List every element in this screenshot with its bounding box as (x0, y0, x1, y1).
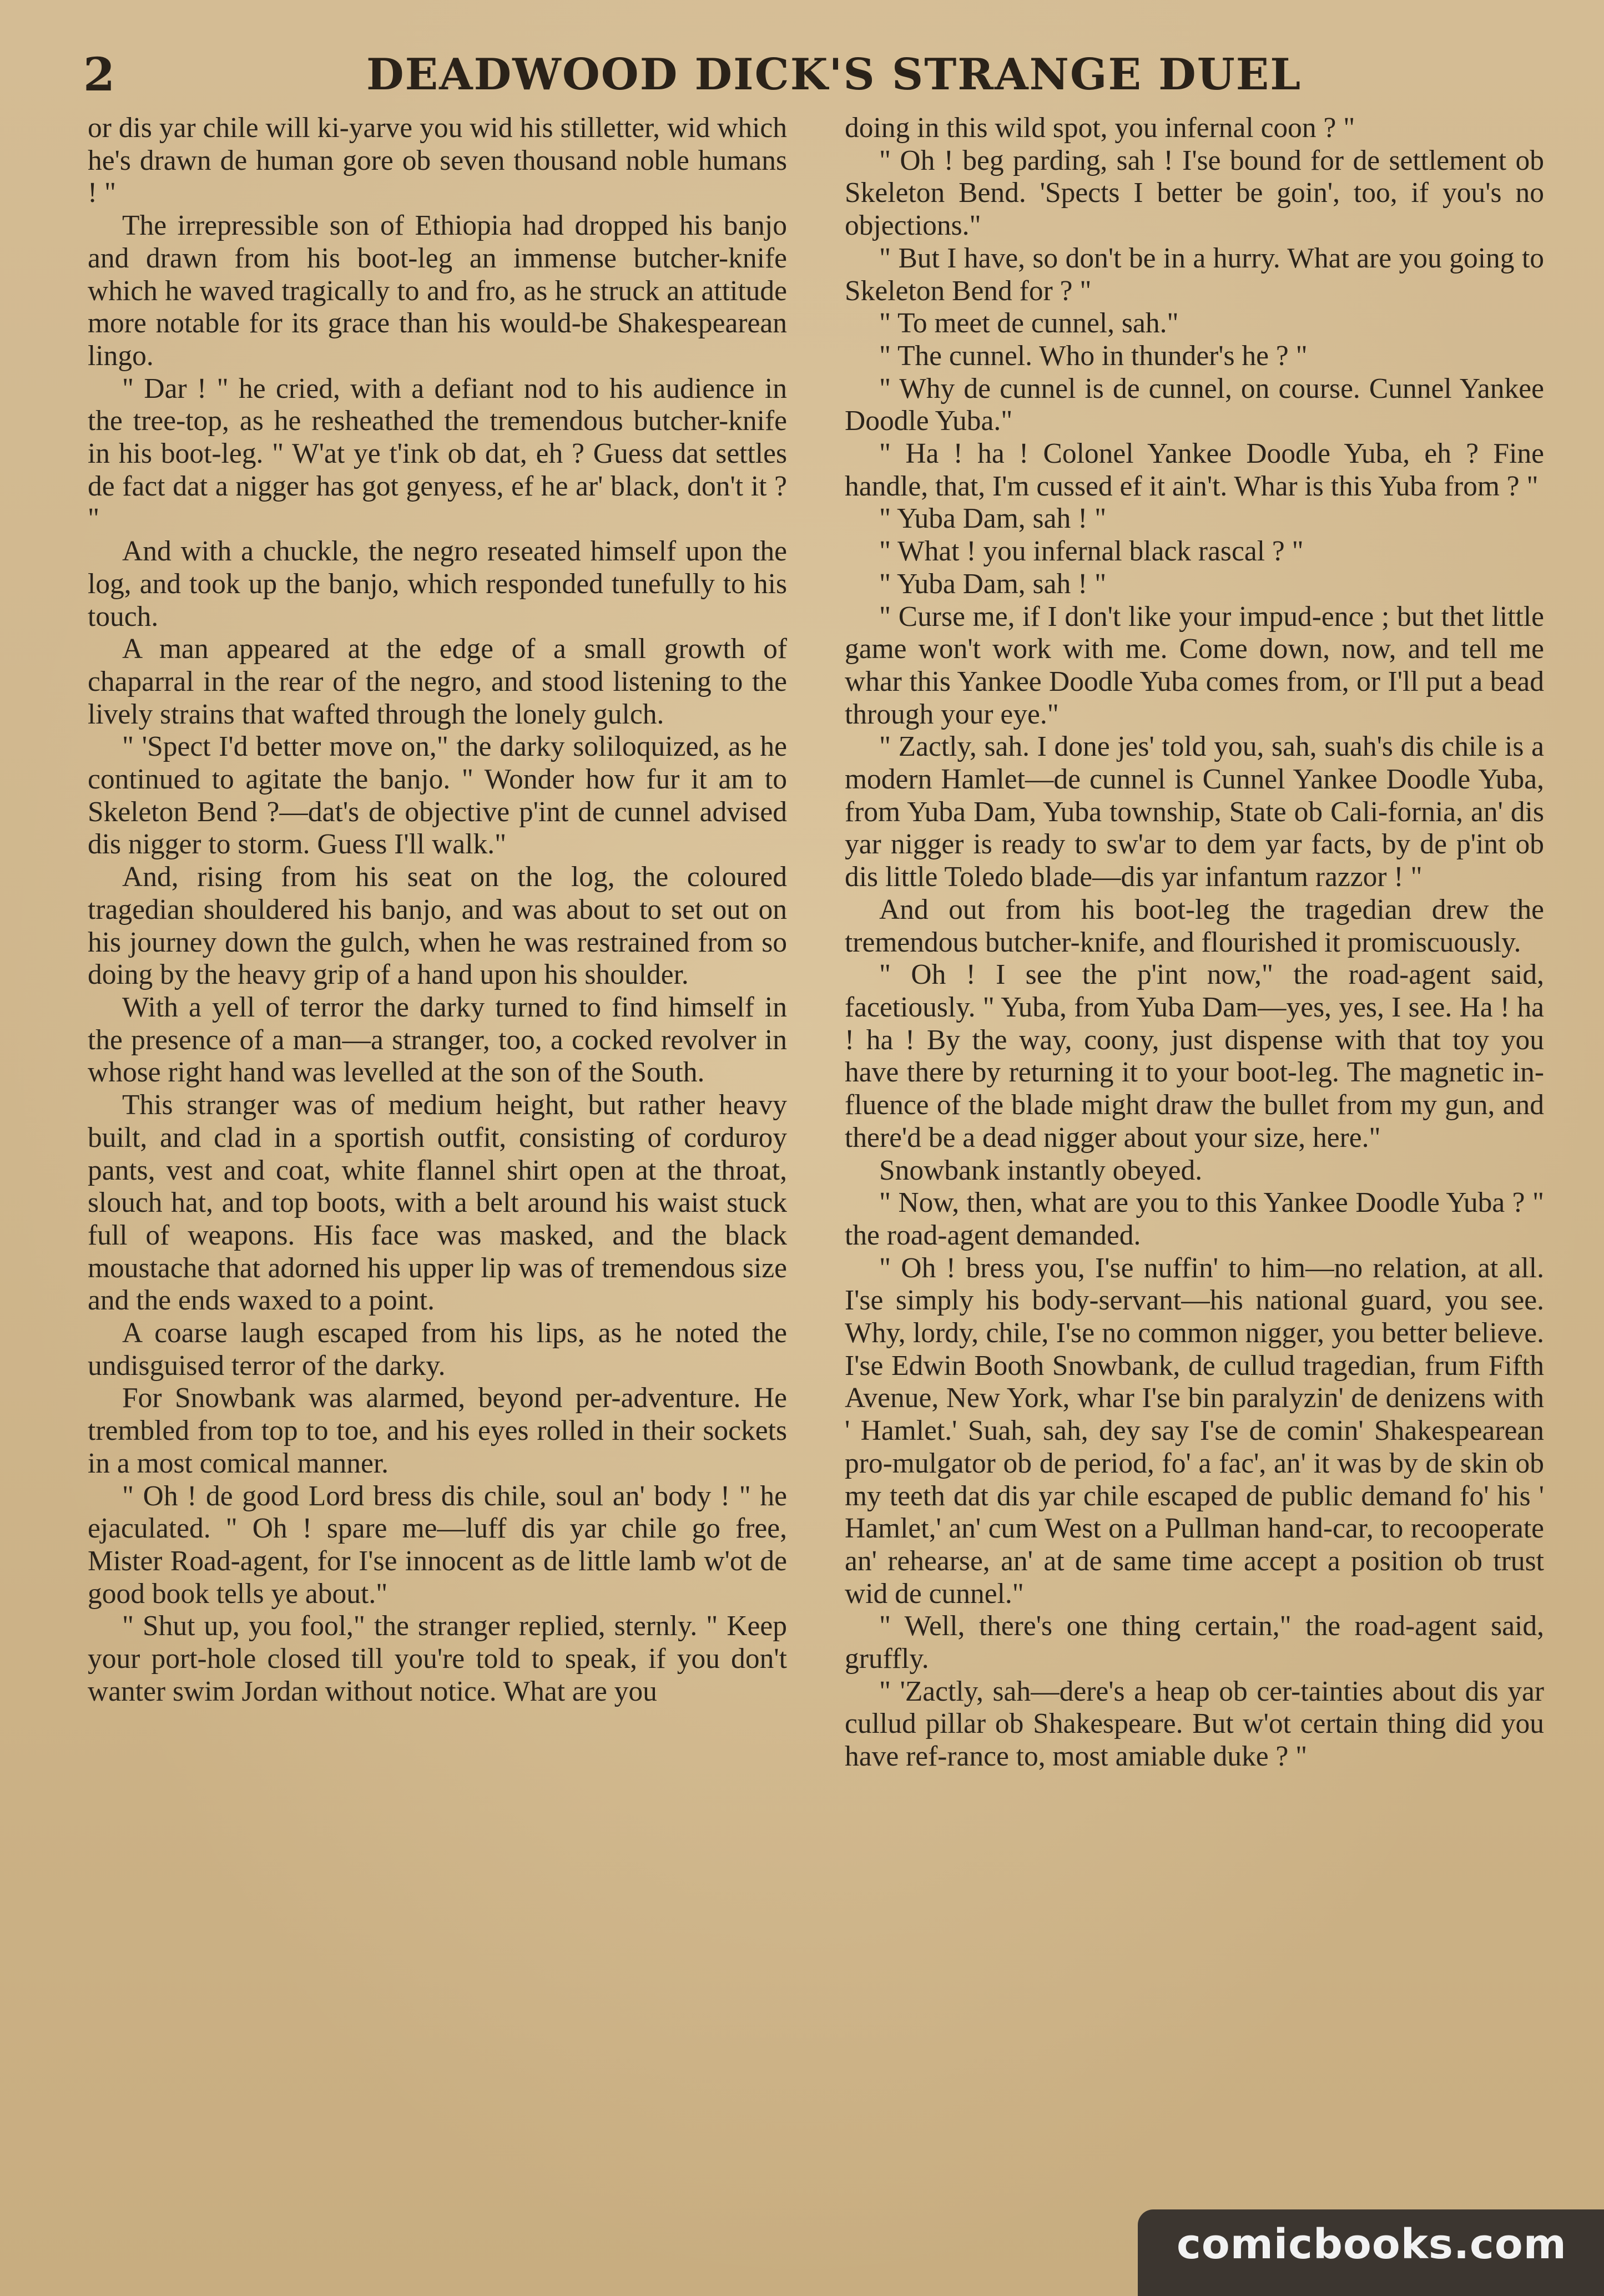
paragraph: With a yell of terror the darky turned to find himself in the presence of a man—a stranger, too, a cocked revolver in whose right hand was levelled at the son of the South. (88, 991, 787, 1089)
paragraph: " Dar ! " he cried, with a defiant nod to his audience in the tree-top, as he resheathed the tremendous butcher-knife in his boot-leg. " W'at ye t'ink ob dat, eh ? Guess dat settles de fact dat a nigger has got genyess, ef he ar' black, don't it ? " (88, 372, 787, 535)
paragraph: A man appeared at the edge of a small growth of chaparral in the rear of the negro, and stood listening to the lively strains that wafted through the lonely gulch. (88, 633, 787, 730)
watermark-text: comicbooks.com (1177, 2221, 1567, 2268)
paragraph: " Yuba Dam, sah ! " (879, 503, 1107, 535)
paragraph: " Now, then, what are you to this Yankee Doodle Yuba ? " the road-agent demanded. (845, 1187, 1544, 1251)
paragraph: " Shut up, you fool," the stranger replied, sternly. " Keep your port-hole closed till you're told to speak, if you don't wanter swim Jordan without notice. What are you (88, 1610, 787, 1707)
paragraph: And with a chuckle, the negro reseated himself upon the log, and took up the banjo, which responded tunefully to his touch. (88, 535, 787, 633)
page-number: 2 (83, 48, 115, 102)
paragraph: " Why de cunnel is de cunnel, on course. Cunnel Yankee Doodle Yuba." (845, 372, 1544, 437)
paragraph: doing in this wild spot, you infernal coon ? " (845, 112, 1355, 144)
paragraph: " To meet de cunnel, sah." (879, 307, 1179, 340)
paragraph: or dis yar chile will ki-yarve you wid his stilletter, wid which he's drawn de human gore ob seven thousand noble humans ! " (88, 112, 787, 209)
paragraph: " Well, there's one thing certain," the road-agent said, gruffly. (845, 1610, 1544, 1675)
paragraph: " Yuba Dam, sah ! " (879, 568, 1107, 600)
paragraph: " Oh ! beg parding, sah ! I'se bound for de settlement ob Skeleton Bend. 'Spects I better be goin', too, if you's no objections." (845, 144, 1544, 242)
paragraph: " What ! you infernal black rascal ? " (879, 535, 1304, 568)
paragraph: For Snowbank was alarmed, beyond per-adventure. He trembled from top to toe, and his eyes rolled in their sockets in a most comical manner. (88, 1382, 787, 1479)
paragraph: " Oh ! I see the p'int now," the road-agent said, facetiously. " Yuba, from Yuba Dam—yes, yes, I see. Ha ! ha ! ha ! By the way, coony, just dispense with that toy you have there by returning it to your boot-leg. The magnetic in-fluence of the blade might draw the bullet from my gun, and there'd be a dead nigger about your size, here." (845, 959, 1544, 1154)
paragraph: And, rising from his seat on the log, the coloured tragedian shouldered his banjo, and was about to set out on his journey down the gulch, when he was restrained from so doing by the heavy grip of a hand upon his shoulder. (88, 861, 787, 991)
paragraph: Snowbank instantly obeyed. (879, 1154, 1203, 1186)
paragraph: " 'Zactly, sah—dere's a heap ob cer-tainties about dis yar cullud pillar ob Shakespeare. But w'ot certain thing did you have ref-rance to, most amiable duke ? " (845, 1675, 1544, 1773)
paragraph: " Ha ! ha ! Colonel Yankee Doodle Yuba, eh ? Fine handle, that, I'm cussed ef it ain't. Whar is this Yuba from ? " (845, 438, 1544, 502)
paragraph: " Oh ! bress you, I'se nuffin' to him—no relation, at all. I'se simply his body-servant—his national guard, you see. Why, lordy, chile, I'se no common nigger, you better believe. I'se Edwin Booth Snowbank, de cullud tragedian, frum Fifth Avenue, New York, whar I'se bin paralyzin' de denizens with ' Hamlet.' Suah, sah, dey say I'se de comin' Shakespearean pro-mulgator ob de period, fo' a fac', an' it was by de skin ob my teeth dat dis yar chile escaped de public demand fo' his ' Hamlet,' an' cum West on a Pullman hand-car, to recooperate an' rehearse, an' at de same time accept a position ob trust wid de cunnel." (845, 1252, 1544, 1610)
paragraph: The irrepressible son of Ethiopia had dropped his banjo and drawn from his boot-leg an immense butcher-knife which he waved tragically to and fro, as he struck an attitude more notable for its grace than his would-be Shakespearean lingo. (88, 210, 787, 372)
running-title: DEADWOOD DICK'S STRANGE DUEL (366, 49, 1302, 100)
left-column (88, 112, 787, 2209)
right-column (845, 112, 1544, 2209)
paragraph: " But I have, so don't be in a hurry. What are you going to Skeleton Bend for ? " (845, 242, 1544, 307)
paragraph: This stranger was of medium height, but rather heavy built, and clad in a sportish outfit, consisting of corduroy pants, vest and coat, white flannel shirt open at the throat, slouch hat, and top boots, with a belt around his waist stuck full of weapons. His face was masked, and the black moustache that adorned his upper lip was of tremendous size and the ends waxed to a point. (88, 1089, 787, 1317)
paragraph: " Zactly, sah. I done jes' told you, sah, suah's dis chile is a modern Hamlet—de cunnel is Cunnel Yankee Doodle Yuba, from Yuba Dam, Yuba township, State ob Cali-fornia, an' dis yar nigger is ready to sw'ar to dem yar facts, by de p'int ob dis little Toledo blade—dis yar infantum razzor ! " (845, 731, 1544, 893)
paragraph: A coarse laugh escaped from his lips, as he noted the undisguised terror of the darky. (88, 1317, 787, 1382)
page-header (83, 44, 1548, 105)
paragraph: " The cunnel. Who in thunder's he ? " (879, 340, 1308, 372)
watermark-badge (1138, 2209, 1604, 2296)
paragraph: " Curse me, if I don't like your impud-ence ; but thet little game won't work with me. Come down, now, and tell me whar this Yankee Doodle Yuba comes from, or I'll put a bead through your eye." (845, 600, 1544, 730)
paragraph: " 'Spect I'd better move on," the darky soliloquized, as he continued to agitate the banjo. " Wonder how fur it am to Skeleton Bend ?—dat's de objective p'int de cunnel advised dis nigger to storm. Guess I'll walk." (88, 731, 787, 861)
paragraph: " Oh ! de good Lord bress dis chile, soul an' body ! " he ejaculated. " Oh ! spare me—luff dis yar chile go free, Mister Road-agent, for I'se innocent as de little lamb w'ot de good book tells ye about." (88, 1480, 787, 1610)
paragraph: And out from his boot-leg the tragedian drew the tremendous butcher-knife, and flourished it promiscuously. (845, 893, 1544, 958)
